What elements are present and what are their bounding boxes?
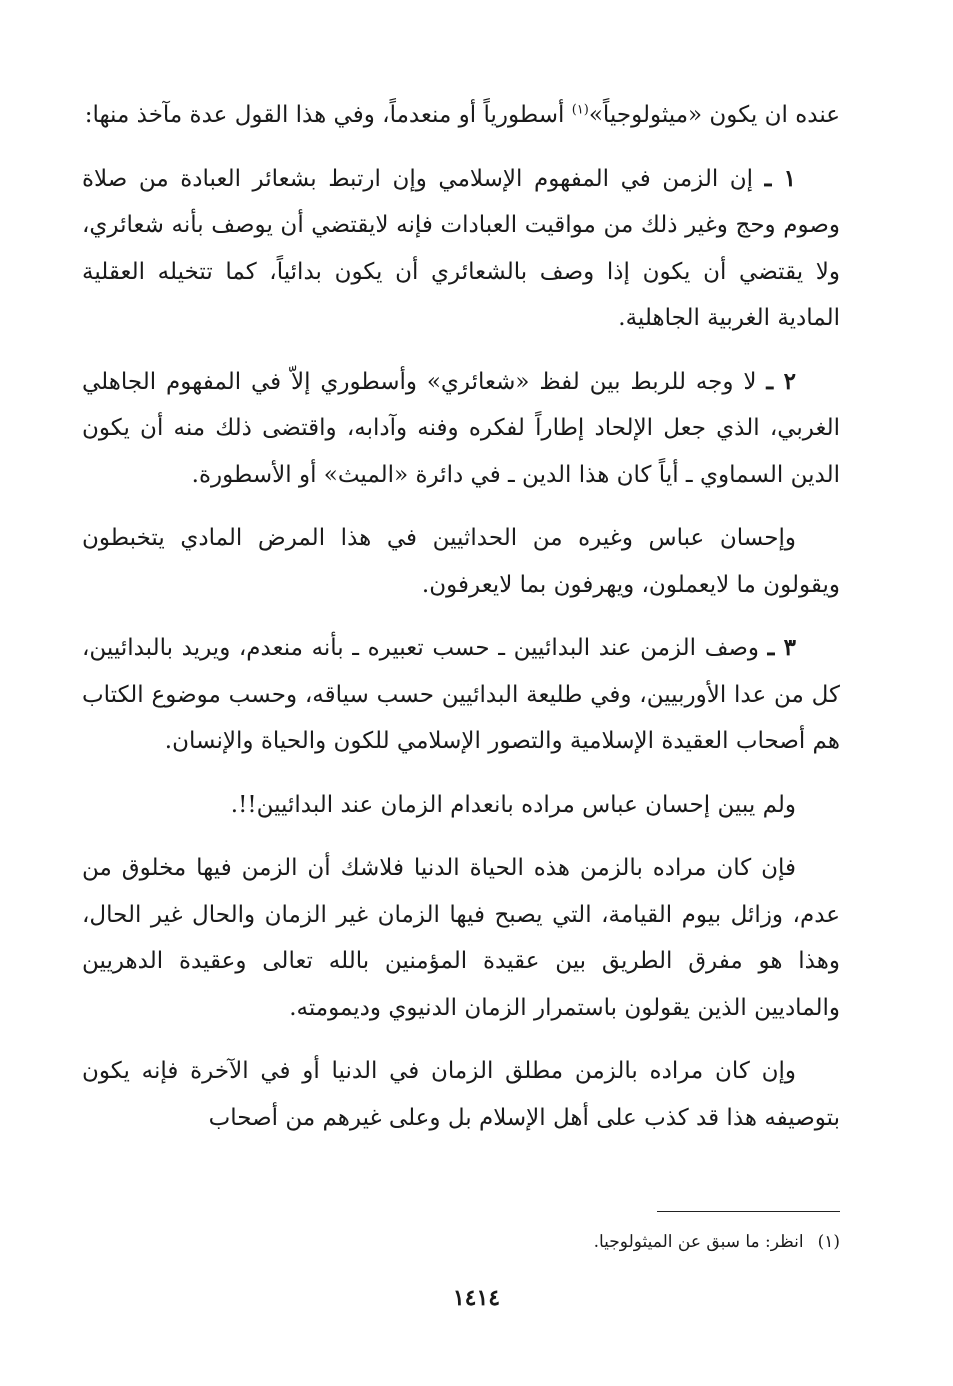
point-2-text: لا وجه للربط بين لفظ «شعائري» وأسطوري إلاّ في المفهوم الجاهلي الغربي، الذي جعل الإلحاد إطاراً لفكره وفنه وآدابه، واقتضى ذلك منه أن يكون الدين السماوي ـ أياً كان هذا الدين ـ في دائرة «الميث» أو الأسطورة.	[82, 368, 840, 488]
footnote-reference[interactable]: (١)	[571, 102, 589, 118]
wain-paragraph: وإن كان مراده بالزمن مطلق الزمان في الدنيا أو في الآخرة فإنه يكون بتوصيفه هذا قد كذب على أهل الإسلام بل وعلى غيرهم من أصحاب	[82, 1058, 840, 1131]
footnote	[594, 1228, 840, 1256]
point-1-number: ١ ـ	[764, 164, 796, 192]
point-1-text: إن الزمن في المفهوم الإسلامي وإن ارتبط بشعائر العبادة من صلاة وصوم وحج وغير ذلك من مواقيت العبادات فإنه لايقتضي أن يوصف بأنه شعائري، ولا يقتضي أن يكون إذا وصف بالشعائري أن يكون بدائياً، كما تتخيله العقلية المادية الغربية الجاهلية.	[82, 165, 840, 331]
footnote-divider	[657, 1211, 840, 1212]
point-2-number: ٢ ـ	[766, 367, 796, 395]
intro-text-start: عنده ان يكون «ميثولوجياً»	[588, 102, 840, 128]
page-body	[82, 92, 840, 1141]
footnote-marker: (١)	[817, 1232, 840, 1252]
point-3-text: وصف الزمن عند البدائيين ـ حسب تعبيره ـ بأنه منعدم، ويريد بالبدائيين، كل من عدا الأوربيين، وفي طليعة البدائيين حسب سياقه، وحسب موضوع الكتاب هم أصحاب العقيدة الإسلامية والتصور الإسلامي للكون والحياة والإنسان.	[82, 635, 840, 754]
lam-paragraph: ولم يبين إحسان عباس مراده بانعدام الزمان عند البدائيين!!.	[230, 791, 796, 818]
ihsan-paragraph: وإحسان عباس وغيره من الحداثيين في هذا المرض المادي يتخبطون ويقولون ما لايعملون، ويهرفون بما لايعرفون.	[82, 525, 840, 598]
point-3-number: ٣ ـ	[767, 634, 797, 661]
point-2-paragraph	[82, 359, 840, 499]
point-1-paragraph	[82, 156, 840, 342]
intro-text-end: أسطورياً أو منعدماً، وفي هذا القول عدة مآخذ منها:	[84, 102, 572, 128]
footnote-text: انظر: ما سبق عن الميثولوجيا.	[593, 1232, 804, 1252]
page-number: ١٤١٤	[452, 1285, 501, 1311]
point-3-paragraph	[82, 625, 840, 765]
intro-paragraph	[82, 92, 840, 139]
fain-paragraph: فإن كان مراده بالزمن هذه الحياة الدنيا فلاشك أن الزمن فيها مخلوق من عدم، وزائل بيوم القيامة، التي يصبح فيها الزمان غير الزمان والحال غير الحال، وهذا هو مفرق الطريق بين عقيدة المؤمنين بالله تعالى وعقيدة الدهريين والماديين الذين يقولون باستمرار الزمان الدنيوي وديمومته.	[82, 855, 840, 1021]
